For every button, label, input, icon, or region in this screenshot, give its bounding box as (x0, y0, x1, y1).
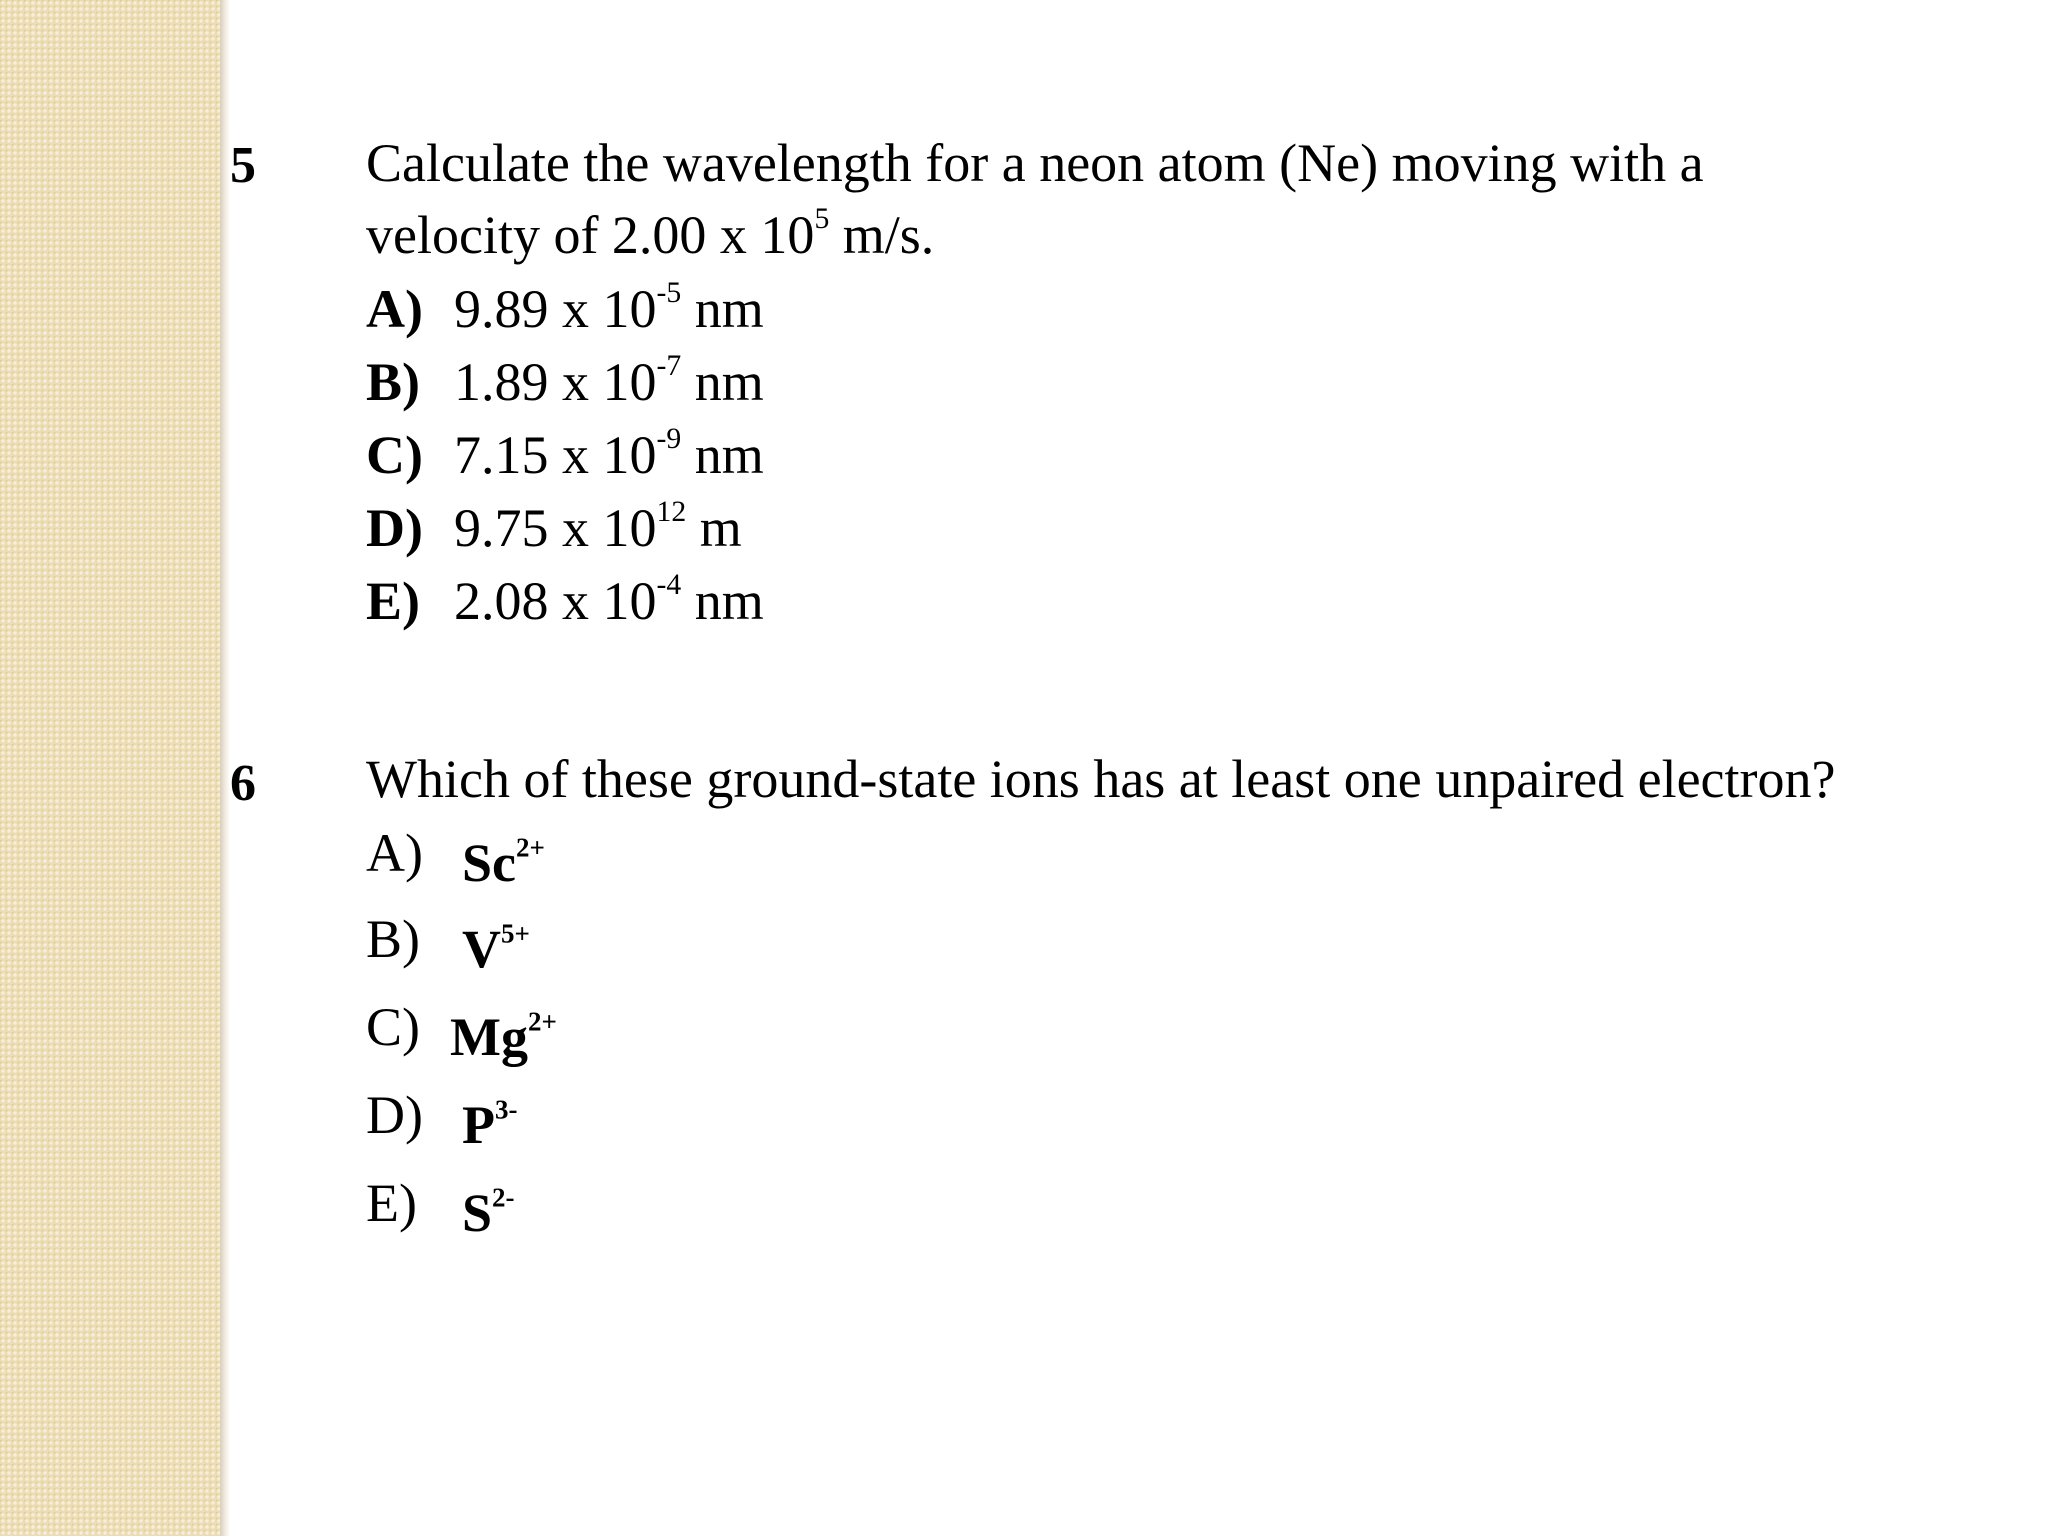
q5-option-e-value: 2.08 x 10 (454, 571, 657, 631)
q5-option-c-exponent: -9 (656, 422, 682, 455)
velocity-text: velocity of 2.00 x 10 (366, 205, 815, 265)
q5-option-b-letter: B) (366, 352, 420, 412)
q6-option-d-ion (462, 1095, 518, 1155)
q5-option-c-letter: C) (366, 425, 423, 485)
q6-option-b-symbol: V (462, 919, 501, 979)
q5-option-e-exponent: -4 (656, 568, 682, 601)
q6-option-b-charge: 5+ (501, 918, 530, 949)
q6-option-c-letter: C) (366, 997, 420, 1057)
side-strip-shadow (220, 0, 230, 1536)
q6-option-b-letter: B) (366, 909, 420, 969)
velocity-exponent: 5 (814, 202, 830, 235)
q5-option-d-letter: D) (366, 498, 423, 558)
q6-option-c-symbol: Mg (450, 1007, 528, 1067)
q5-option-a-exponent: -5 (656, 276, 682, 309)
q6-option-d (366, 1085, 518, 1155)
q5-option-a-unit: nm (681, 279, 764, 339)
q5-option-e-unit: nm (681, 571, 764, 631)
q5-option-c (366, 422, 764, 485)
q6-option-e-charge: 2- (492, 1182, 515, 1213)
q5-option-d-value: 9.75 x 10 (454, 498, 657, 558)
velocity-unit: m/s. (829, 205, 935, 265)
q5-option-c-value: 7.15 x 10 (454, 425, 657, 485)
q5-option-d-exponent: 12 (656, 495, 687, 528)
question-6-number: 6 (230, 755, 256, 812)
q5-option-b-value: 1.89 x 10 (454, 352, 657, 412)
q5-option-b-unit: nm (681, 352, 764, 412)
q5-option-d (366, 495, 742, 558)
question-5-number: 5 (230, 137, 256, 194)
q6-option-e (366, 1173, 515, 1243)
q5-option-c-unit: nm (681, 425, 764, 485)
q6-option-c (366, 997, 557, 1067)
q6-option-a-ion (462, 833, 545, 893)
q5-option-b (366, 349, 764, 412)
q6-option-e-letter: E) (366, 1173, 417, 1233)
q6-option-b (366, 909, 530, 979)
question-5-text-line1: Calculate the wavelength for a neon atom (Ne) moving with a (366, 133, 1704, 193)
q5-option-e-letter: E) (366, 571, 420, 631)
q6-option-d-letter: D) (366, 1085, 423, 1145)
q6-option-a-symbol: Sc (462, 833, 516, 893)
q5-option-d-unit: m (686, 498, 742, 558)
q6-option-a (366, 823, 545, 893)
q6-option-c-charge: 2+ (527, 1006, 557, 1037)
q5-option-b-exponent: -7 (656, 349, 682, 382)
q5-option-a-value: 9.89 x 10 (454, 279, 657, 339)
q6-option-a-letter: A) (366, 823, 423, 883)
q6-option-e-symbol: S (462, 1183, 493, 1243)
q6-option-a-charge: 2+ (516, 832, 545, 863)
q5-option-a (366, 276, 764, 339)
q6-option-d-symbol: P (462, 1095, 495, 1155)
question-5-text-line2 (366, 202, 935, 265)
q5-option-a-letter: A) (366, 279, 423, 339)
q5-option-e (366, 568, 764, 631)
q6-option-b-ion (462, 919, 530, 979)
q6-option-c-ion (450, 1007, 557, 1067)
q6-option-e-ion (462, 1183, 515, 1243)
q6-option-d-charge: 3- (495, 1094, 518, 1125)
decorative-side-strip (0, 0, 226, 1536)
question-6-text: Which of these ground-state ions has at least one unpaired electron? (366, 749, 1836, 809)
